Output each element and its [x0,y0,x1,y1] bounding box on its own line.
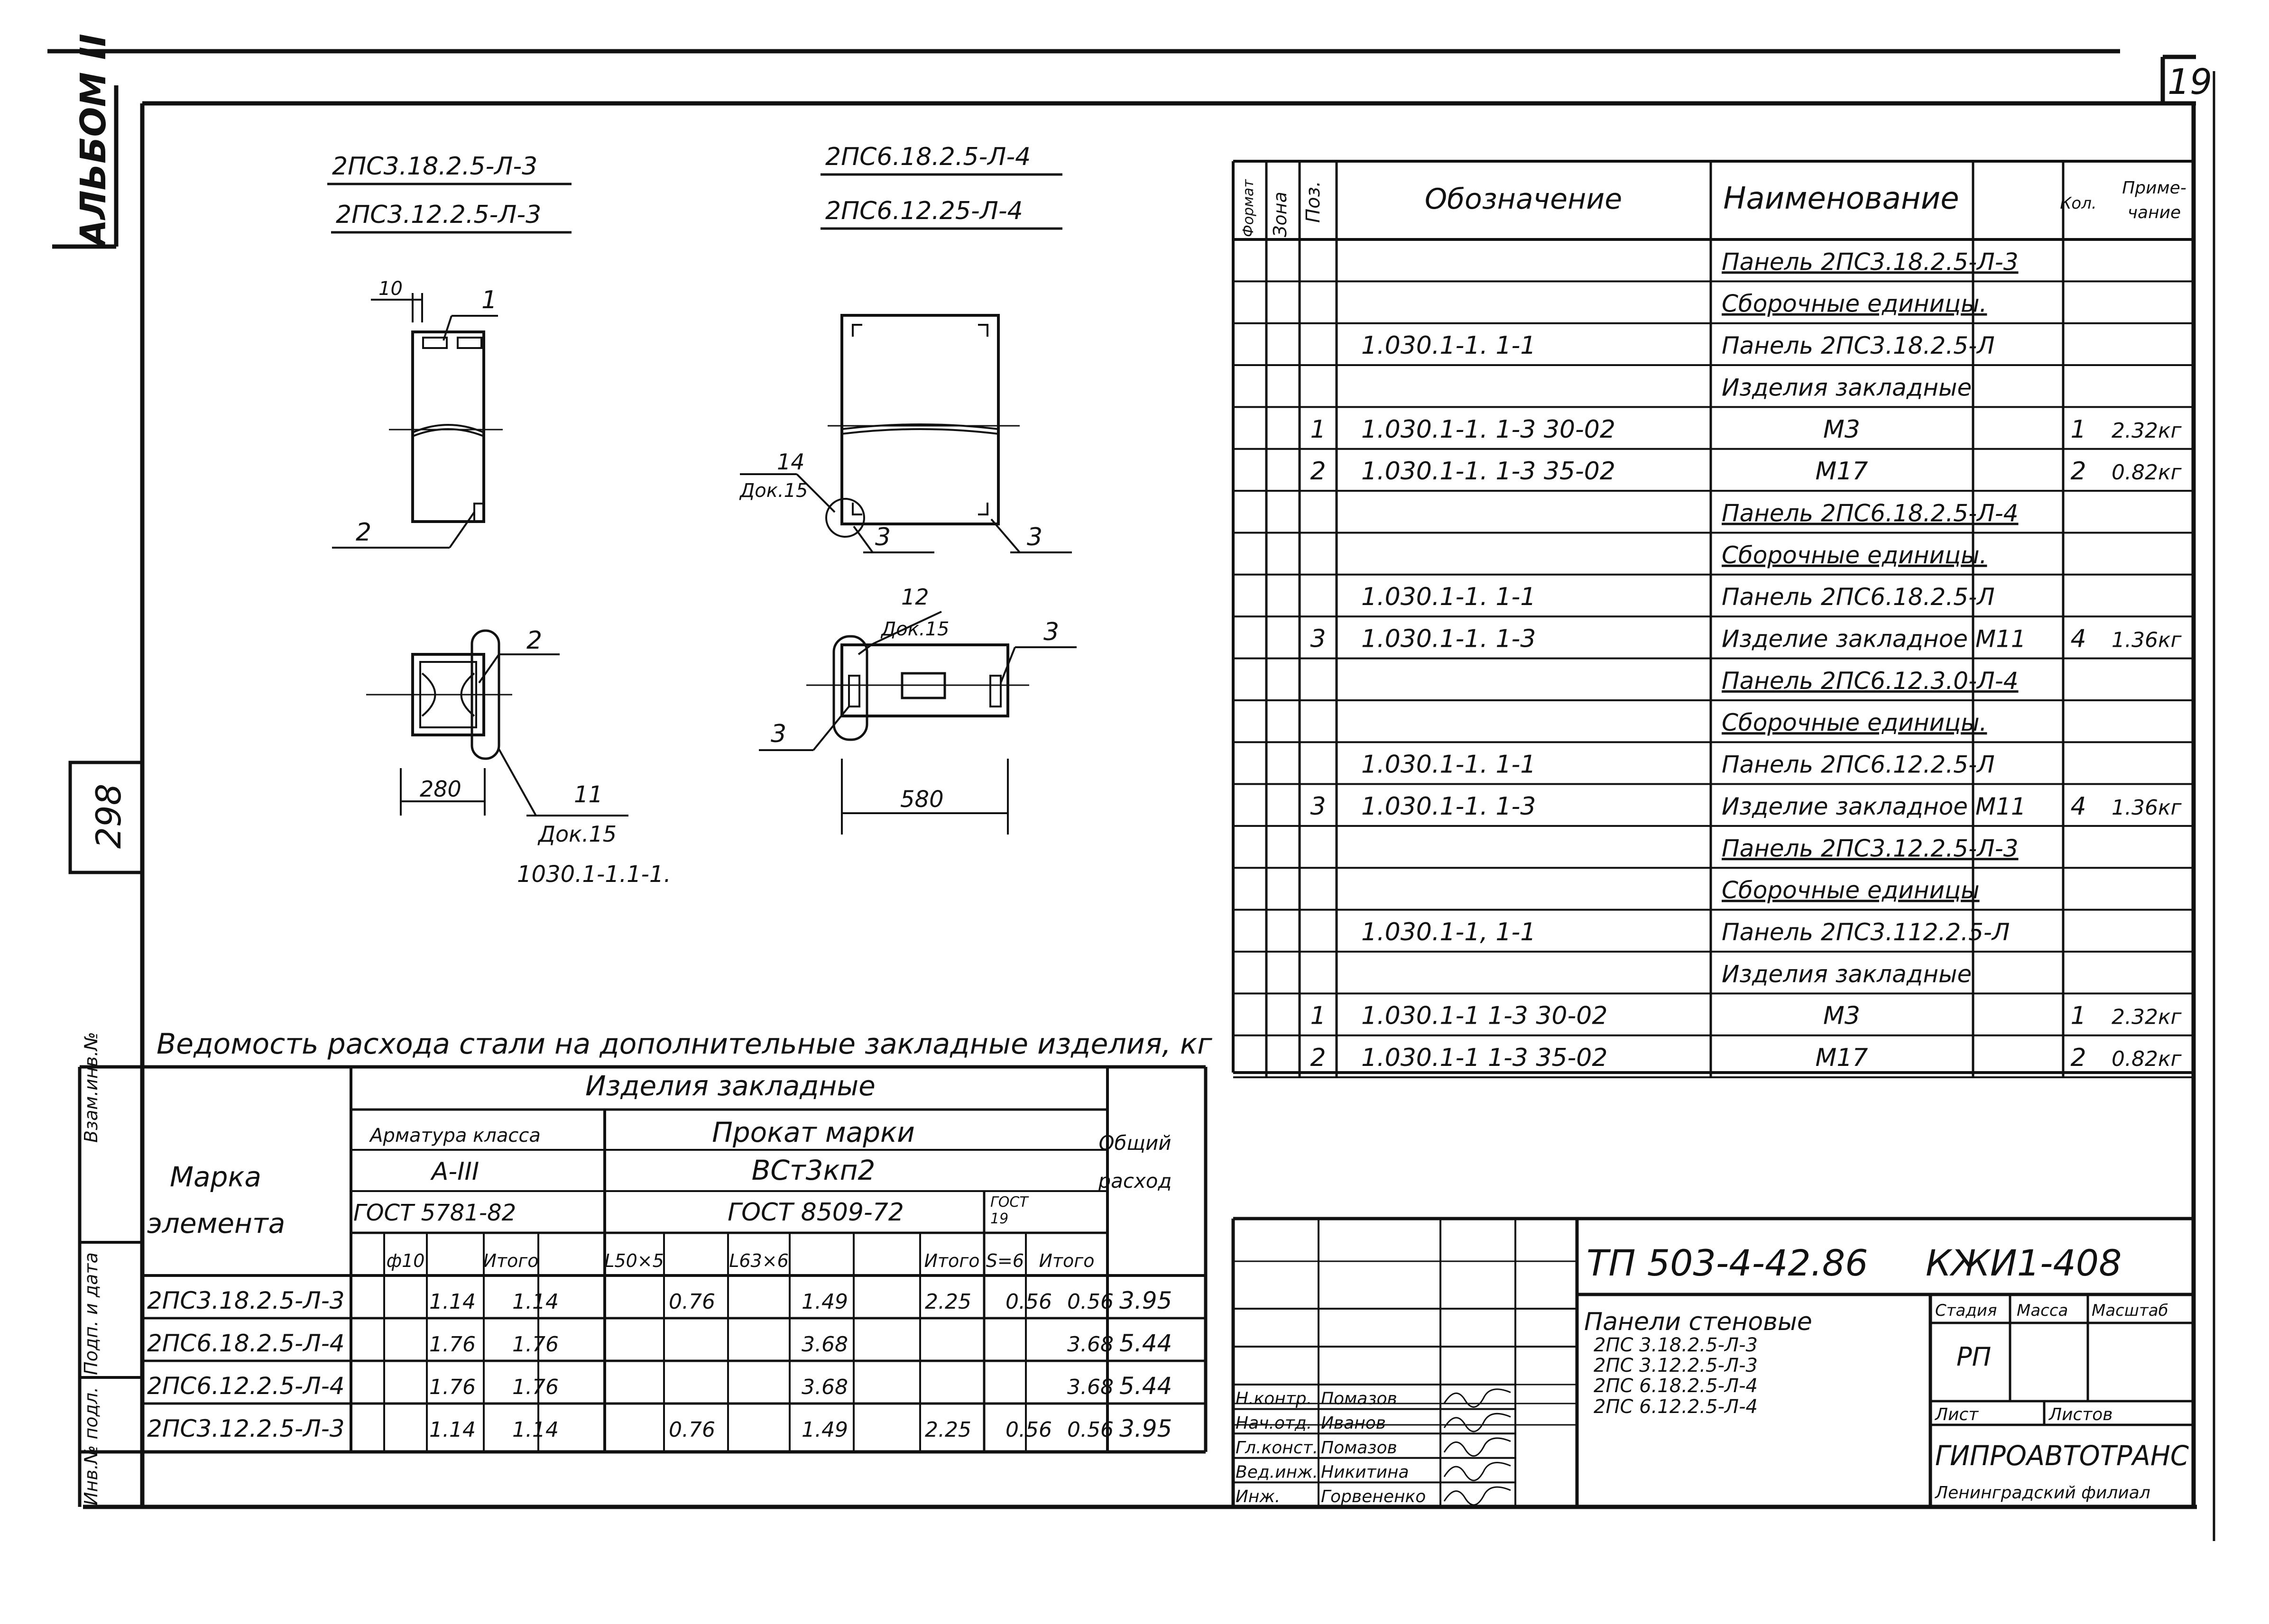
spec-header-note-2: чание [2127,203,2181,222]
prokat-grade: ВСт3кп2 [751,1154,876,1186]
callout-14: 14 [777,449,805,475]
signature-mark [1444,1487,1511,1505]
steel-row-value: 1.49 [802,1418,848,1442]
spec-cell-name: Изделие закладное М11 [1722,792,2026,820]
prokat-gost: ГОСТ 8509-72 [728,1198,904,1227]
steel-row-value: 3.68 [1067,1375,1114,1399]
spec-cell-qty: 1 [2070,1001,2086,1030]
signature-mark [1444,1413,1511,1431]
spec-cell-name: Панель 2ПС3.18.2.5-Л [1722,332,1995,360]
scale-header: Масштаб [2092,1301,2168,1320]
person-role: Вед.инж. [1236,1462,1318,1482]
spec-cell-designation: 1.030.1-1. 1-1 [1361,331,1536,360]
right-drawings [739,143,1077,835]
spec-cell-designation: 1.030.1-1. 1-3 30-02 [1361,415,1615,444]
spec-cell-name: Панель 2ПС6.18.2.5-Л-4 [1722,499,2019,527]
steel-row-total: 5.44 [1119,1330,1172,1357]
spec-cell-name: Сборочные единицы [1722,876,1980,904]
steel-row-value: 0.76 [669,1418,715,1442]
signature-mark [1444,1463,1511,1481]
spec-cell-note: 2.32кг [2112,418,2182,443]
spec-cell-designation: 1.030.1-1 1-3 35-02 [1361,1044,1608,1072]
stage-value: РП [1956,1342,1992,1372]
spec-cell-qty: 2 [2070,457,2086,486]
ref-note: 1030.1-1.1-1. [517,861,671,888]
title-desc-2: 2ПС 3.18.2.5-Л-3 [1594,1334,1758,1356]
spec-cell-name: Панель 2ПС6.12.3.0-Л-4 [1722,667,2019,695]
title-block [1233,1219,2194,1507]
steel-row-mark: 2ПС6.12.2.5-Л-4 [147,1372,345,1400]
title-desc-3: 2ПС 3.12.2.5-Л-3 [1594,1355,1758,1376]
signature-mark [1444,1438,1511,1456]
spec-cell-qty: 1 [2070,415,2086,444]
spec-cell-qty: 2 [2070,1044,2086,1072]
gost19-label: ГОСТ [990,1194,1028,1211]
title-desc-5: 2ПС 6.12.2.5-Л-4 [1594,1396,1758,1418]
left-drawings [327,152,671,888]
side-label-2: Подп. и дата [81,1252,101,1375]
person-role: Нач.отд. [1236,1413,1312,1433]
callout-3c: 3 [1043,618,1060,646]
project-number: ТП 503-4-42.86 [1586,1242,1868,1284]
dim-280: 280 [420,776,461,802]
spec-cell-name: Панель 2ПС3.12.2.5-Л-3 [1722,835,2019,862]
spec-cell-name: М17 [1815,1044,1868,1072]
spec-cell-pos: 3 [1310,792,1326,821]
spec-cell-name: М3 [1823,1001,1860,1030]
spec-header-note-1: Приме- [2122,178,2186,198]
right-title-1: 2ПС6.18.2.5-Л-4 [825,143,1031,171]
spec-cell-note: 1.36кг [2112,628,2182,652]
steel-row-total: 3.95 [1119,1287,1172,1314]
steel-row-value: 1.49 [802,1290,848,1314]
steel-subheader: L63×6 [729,1250,789,1271]
spec-cell-name: Панель 2ПС3.18.2.5-Л-3 [1722,248,2019,276]
person-name: Помазов [1321,1389,1397,1409]
steel-row-value: 1.14 [512,1418,559,1442]
steel-subheader: L50×5 [604,1250,664,1271]
spec-cell-name: Сборочные единицы. [1722,541,1987,569]
steel-subheader: S=6 [986,1250,1024,1271]
spec-header-zone: Зона [1270,192,1291,237]
spec-header-pos: Поз. [1302,181,1324,223]
spec-header-name: Наименование [1723,181,1959,216]
dok15-b: Док.15 [740,480,808,502]
signature-mark [1444,1389,1511,1407]
spec-cell-designation: 1.030.1-1 1-3 30-02 [1361,1001,1608,1030]
title-desc-4: 2ПС 6.18.2.5-Л-4 [1594,1375,1758,1397]
steel-row-value: 3.68 [802,1332,848,1357]
callout-10: 10 [378,278,403,300]
left-title-2: 2ПС3.12.2.5-Л-3 [336,201,542,229]
spec-cell-designation: 1.030.1-1, 1-1 [1361,918,1536,946]
steel-row-total: 3.95 [1119,1415,1172,1442]
branch: Ленинградский филиал [1935,1483,2150,1503]
steel-subheader: Итого [483,1250,539,1271]
callout-3b: 3 [1027,523,1043,551]
steel-row-value: 1.76 [512,1375,559,1399]
spec-cell-qty: 4 [2070,624,2086,653]
steel-row-mark: 2ПС3.18.2.5-Л-3 [147,1287,345,1314]
prokat-label: Прокат марки [712,1116,915,1148]
mass-header: Масса [2017,1301,2068,1320]
callout-1: 1 [481,286,498,314]
mark-header-1: Марка [170,1161,261,1193]
person-name: Горвененко [1321,1487,1426,1506]
armatura-class-label: Арматура класса [370,1125,541,1147]
spec-cell-designation: 1.030.1-1. 1-3 35-02 [1361,457,1615,486]
person-name: Помазов [1321,1438,1397,1458]
gost19-number: 19 [990,1211,1009,1227]
sheet-number: 19 [2168,62,2213,102]
callout-11: 11 [574,781,603,808]
steel-row-value: 1.76 [429,1332,476,1357]
spec-cell-name: Изделия закладные [1722,374,1972,402]
organization: ГИПРОАВТОТРАНС [1935,1440,2189,1472]
left-title-1: 2ПС3.18.2.5-Л-3 [332,152,538,181]
steel-row-value: 3.68 [802,1375,848,1399]
steel-row-value: 1.76 [512,1332,559,1357]
armatura-gost: ГОСТ 5781-82 [353,1200,517,1226]
steel-row-value: 2.25 [925,1418,971,1442]
spec-cell-qty: 4 [2070,792,2086,821]
spec-cell-note: 2.32кг [2112,1005,2182,1029]
right-title-2: 2ПС6.12.25-Л-4 [825,197,1023,225]
callout-3d: 3 [771,720,787,748]
spec-cell-pos: 2 [1310,1044,1326,1072]
steel-group-header: Изделия закладные [585,1070,876,1102]
page-index: 298 [89,783,129,849]
callout-12: 12 [901,584,929,610]
steel-row-mark: 2ПС3.12.2.5-Л-3 [147,1415,345,1442]
steel-row-value: 0.56 [1005,1418,1052,1442]
spec-header-designation: Обозначение [1424,183,1623,216]
dok15-c: Док.15 [881,618,950,640]
armatura-class-value: А-III [431,1157,480,1186]
stage-header: Стадия [1935,1301,1997,1320]
mark-header-2: элемента [147,1207,286,1239]
spec-header-format: Формат [1240,179,1257,237]
side-label-1: Взам.инв.№ [81,1032,101,1143]
steel-row-mark: 2ПС6.18.2.5-Л-4 [147,1330,345,1357]
spec-cell-name: Панель 2ПС3.112.2.5-Л [1722,918,2010,946]
total-header-1: Общий [1098,1131,1171,1155]
callout-2a: 2 [356,518,372,547]
dok15-a: Док.15 [538,821,617,847]
steel-row-value: 1.76 [429,1375,476,1399]
spec-cell-name: Изделия закладные [1722,960,1972,988]
spec-cell-pos: 1 [1310,1001,1326,1030]
spec-cell-designation: 1.030.1-1. 1-1 [1361,750,1536,779]
steel-row-value: 1.14 [429,1418,476,1442]
person-name: Никитина [1321,1462,1409,1482]
spec-cell-name: Сборочные единицы. [1722,290,1987,318]
album-label: АЛЬБОМ II [73,34,114,247]
steel-row-value: 3.68 [1067,1332,1114,1357]
spec-cell-name: Панель 2ПС6.12.2.5-Л [1722,751,1995,779]
specification-table [1233,161,2194,1077]
spec-cell-note: 0.82кг [2112,1047,2182,1071]
dim-580: 580 [900,786,944,813]
spec-cell-name: Сборочные единицы. [1722,709,1987,737]
spec-cell-name: Изделие закладное М11 [1722,625,2026,653]
person-role: Инж. [1236,1487,1281,1506]
steel-row-value: 1.14 [429,1290,476,1314]
spec-cell-name: М3 [1823,415,1860,444]
sheet-header: Лист [1935,1405,1979,1424]
steel-row-value: 0.56 [1067,1290,1114,1314]
person-role: Н.контр. [1236,1389,1312,1409]
steel-subheader: ф10 [386,1250,425,1271]
steel-row-value: 0.76 [669,1290,715,1314]
spec-cell-designation: 1.030.1-1. 1-3 [1361,792,1536,821]
steel-row-total: 5.44 [1119,1372,1172,1400]
spec-cell-pos: 2 [1310,457,1326,486]
steel-subheader: Итого [924,1250,980,1271]
person-name: Иванов [1321,1413,1386,1433]
steel-row-value: 0.56 [1005,1290,1052,1314]
spec-cell-note: 0.82кг [2112,460,2182,485]
title-desc-1: Панели стеновые [1584,1308,1812,1336]
spec-cell-note: 1.36кг [2112,795,2182,820]
spec-header-qty: Кол. [2060,194,2097,213]
sheets-header: Листов [2049,1405,2113,1424]
spec-cell-pos: 1 [1310,415,1326,444]
spec-cell-name: М17 [1815,457,1868,486]
total-header-2: расход [1098,1169,1172,1193]
callout-3a: 3 [875,523,891,551]
drawing-code: КЖИ1-408 [1926,1242,2122,1284]
callout-2b: 2 [526,626,543,655]
steel-consumption-table [80,1028,1212,1507]
side-label-3: Инв.№ подл. [81,1386,101,1505]
spec-cell-designation: 1.030.1-1. 1-1 [1361,583,1536,612]
spec-cell-pos: 3 [1310,624,1326,653]
spec-cell-name: Панель 2ПС6.18.2.5-Л [1722,583,1995,611]
steel-subheader: Итого [1039,1250,1095,1271]
steel-row-value: 2.25 [925,1290,971,1314]
spec-cell-designation: 1.030.1-1. 1-3 [1361,624,1536,653]
steel-row-value: 1.14 [512,1290,559,1314]
steel-row-value: 0.56 [1067,1418,1114,1442]
person-role: Гл.конст. [1236,1438,1319,1458]
steel-table-title: Ведомость расхода стали на дополнительные закладные изделия, кг [157,1028,1212,1061]
